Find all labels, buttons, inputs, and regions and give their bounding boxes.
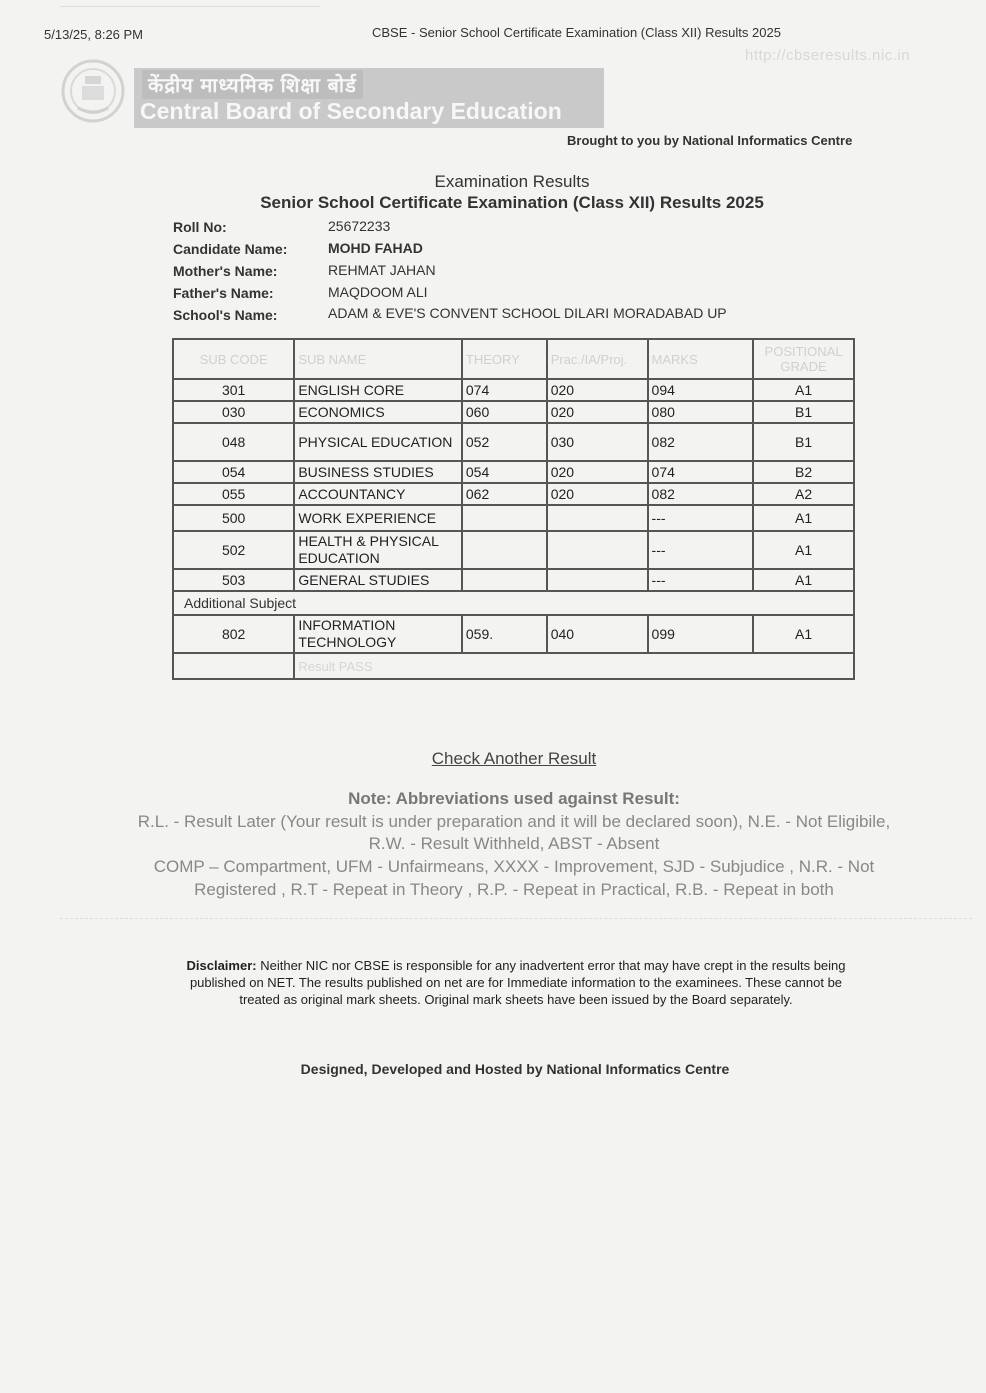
practical-marks: 020 <box>547 461 648 483</box>
cbse-logo-icon <box>58 58 128 124</box>
note-line: R.W. - Result Withheld, ABST - Absent <box>368 834 660 853</box>
theory-marks: 060 <box>462 401 547 423</box>
positional-grade: B1 <box>753 401 854 423</box>
print-title: CBSE - Senior School Certificate Examination (Class XII) Results 2025 <box>372 25 781 40</box>
total-marks: 082 <box>648 483 754 505</box>
print-date: 5/13/25, 8:26 PM <box>44 27 144 42</box>
sub-name: HEALTH & PHYSICAL EDUCATION <box>294 531 462 569</box>
sub-code: 054 <box>173 461 294 483</box>
exam-subheading: Senior School Certificate Examination (Class XII) Results 2025 <box>260 193 764 212</box>
positional-grade: A1 <box>753 615 854 653</box>
sub-code: 030 <box>173 401 294 423</box>
sub-code: 055 <box>173 483 294 505</box>
theory-marks <box>462 531 547 569</box>
total-marks: 094 <box>648 379 754 401</box>
check-another-result-link[interactable]: Check Another Result <box>431 749 597 768</box>
total-marks: 082 <box>648 423 754 461</box>
practical-marks: 040 <box>547 615 648 653</box>
candidate-name-label: Candidate Name: <box>173 241 288 257</box>
header-marks: MARKS <box>648 339 754 379</box>
school-name-label: School's Name: <box>173 307 278 323</box>
theory-marks: 054 <box>462 461 547 483</box>
header-theory: THEORY <box>462 339 547 379</box>
practical-marks: 020 <box>547 483 648 505</box>
table-row <box>173 423 854 461</box>
theory-marks: 052 <box>462 423 547 461</box>
header-practical: Prac./IA/Proj. <box>547 339 648 379</box>
table-row <box>173 401 854 423</box>
practical-marks: 020 <box>547 401 648 423</box>
total-marks: 099 <box>648 615 754 653</box>
mother-name-label: Mother's Name: <box>173 263 278 279</box>
results-table <box>172 338 855 680</box>
roll-no-value: 25672233 <box>328 218 391 234</box>
sub-name: PHYSICAL EDUCATION <box>294 423 462 461</box>
theory-marks: 074 <box>462 379 547 401</box>
header-sub-code: SUB CODE <box>173 339 294 379</box>
header-sub-name: SUB NAME <box>294 339 462 379</box>
result-status: Result PASS <box>294 653 854 679</box>
candidate-name-value: MOHD FAHAD <box>328 240 423 256</box>
exam-heading: Examination Results <box>434 172 590 191</box>
total-marks: --- <box>648 569 754 591</box>
disclaimer <box>176 957 856 1008</box>
disclaimer-text: Neither NIC nor CBSE is responsible for any inadvertent error that may have crept in the results being published on NET. The results published on net are for Immediate information to the examinees. These cannot be treated as original mark sheets. Original mark sheets have been issued by the Board separately. <box>189 958 846 1007</box>
positional-grade: B2 <box>753 461 854 483</box>
banner-hindi-title: केंद्रीय माध्यमिक शिक्षा बोर्ड <box>142 70 363 99</box>
total-marks: 074 <box>648 461 754 483</box>
positional-grade: A1 <box>753 379 854 401</box>
positional-grade: A1 <box>753 531 854 569</box>
table-row <box>173 569 854 591</box>
header-positional-grade: POSITIONAL GRADE <box>753 339 854 379</box>
table-row <box>173 461 854 483</box>
practical-marks <box>547 531 648 569</box>
sub-code: 502 <box>173 531 294 569</box>
footer-credit: Designed, Developed and Hosted by National Informatics Centre <box>300 1061 730 1077</box>
mother-name-value: REHMAT JAHAN <box>328 262 436 278</box>
sub-name: WORK EXPERIENCE <box>294 505 462 531</box>
practical-marks <box>547 505 648 531</box>
school-name-value: ADAM & EVE'S CONVENT SCHOOL DILARI MORADABAD UP <box>328 305 727 321</box>
total-marks: --- <box>648 505 754 531</box>
sub-code: 500 <box>173 505 294 531</box>
theory-marks: 059. <box>462 615 547 653</box>
positional-grade: A1 <box>753 569 854 591</box>
banner-english-title: Central Board of Secondary Education <box>140 98 562 124</box>
table-header-row <box>173 339 854 379</box>
sub-name: ENGLISH CORE <box>294 379 462 401</box>
additional-subject-row <box>173 591 854 615</box>
note-line: COMP – Compartment, UFM - Unfairmeans, XXXX - Improvement, SJD - Subjudice , N.R. - Not <box>153 857 875 876</box>
sub-name: BUSINESS STUDIES <box>294 461 462 483</box>
print-url[interactable]: http://cbseresults.nic.in <box>745 47 911 64</box>
roll-no-label: Roll No: <box>173 219 227 235</box>
positional-grade: A2 <box>753 483 854 505</box>
sub-code: 301 <box>173 379 294 401</box>
father-name-label: Father's Name: <box>173 285 274 301</box>
table-row <box>173 615 854 653</box>
total-marks: 080 <box>648 401 754 423</box>
table-row <box>173 505 854 531</box>
result-blank-cell <box>173 653 294 679</box>
result-row <box>173 653 854 679</box>
additional-subject-label: Additional Subject <box>173 591 854 615</box>
sub-code: 802 <box>173 615 294 653</box>
positional-grade: B1 <box>753 423 854 461</box>
sub-name: ECONOMICS <box>294 401 462 423</box>
table-row <box>173 531 854 569</box>
sub-name: ACCOUNTANCY <box>294 483 462 505</box>
header-rule <box>60 6 320 7</box>
note-line: Registered , R.T - Repeat in Theory , R.P. - Repeat in Practical, R.B. - Repeat in both <box>194 880 834 899</box>
father-name-value: MAQDOOM ALI <box>328 284 428 300</box>
section-divider <box>60 918 972 919</box>
theory-marks <box>462 569 547 591</box>
practical-marks: 020 <box>547 379 648 401</box>
theory-marks <box>462 505 547 531</box>
practical-marks: 030 <box>547 423 648 461</box>
sub-name: INFORMATION TECHNOLOGY <box>294 615 462 653</box>
theory-marks: 062 <box>462 483 547 505</box>
table-row <box>173 483 854 505</box>
table-row <box>173 379 854 401</box>
practical-marks <box>547 569 648 591</box>
sub-code: 048 <box>173 423 294 461</box>
brought-by-text: Brought to you by National Informatics Centre <box>567 133 853 148</box>
sub-name: GENERAL STUDIES <box>294 569 462 591</box>
note-line: R.L. - Result Later (Your result is under preparation and it will be declared soon), N.E. - Not Eligibile, <box>137 812 891 831</box>
disclaimer-label: Disclaimer: <box>186 958 257 973</box>
positional-grade: A1 <box>753 505 854 531</box>
total-marks: --- <box>648 531 754 569</box>
sub-code: 503 <box>173 569 294 591</box>
note-title: Note: Abbreviations used against Result: <box>348 789 680 808</box>
